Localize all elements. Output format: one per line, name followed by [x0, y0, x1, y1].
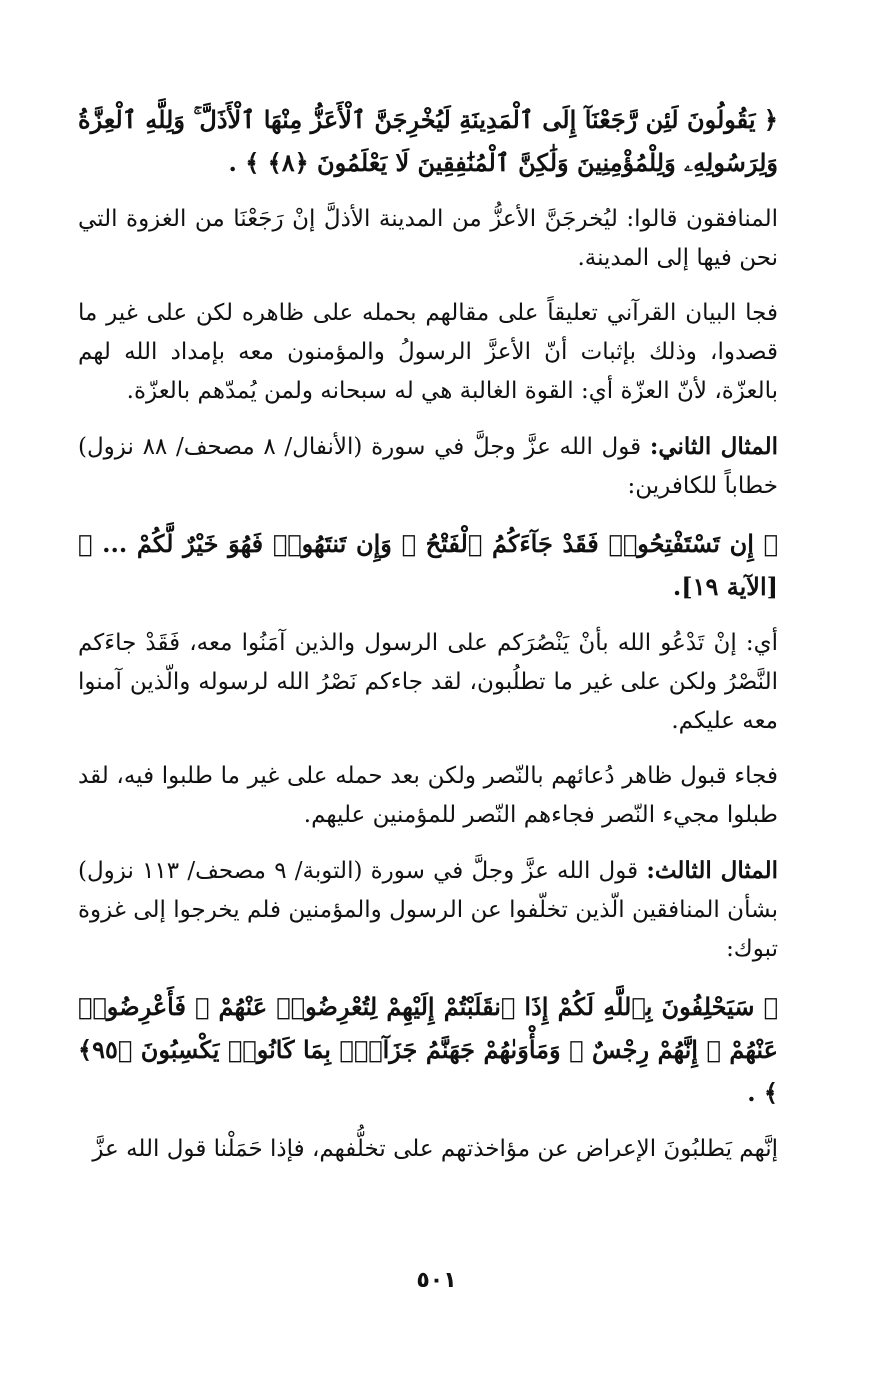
page-body [78, 98, 778, 1185]
paragraph-example-three [78, 851, 778, 969]
quran-verse: ﴿ يَقُولُونَ لَئِن رَّجَعْنَآ إِلَى ٱلْمَدِينَةِ لَيُخْرِجَنَّ ٱلْأَعَزُّ مِنْهَا ٱلْأَذَلَّ ۚ وَلِلَّهِ ٱلْعِزَّةُ وَلِرَسُولِهِۦ وَلِلْمُؤْمِنِينَ وَلَٰكِنَّ ٱلْمُنَٰفِقِينَ لَا يَعْلَمُونَ ﴿٨﴾ ﴾ . [78, 105, 778, 177]
paragraph-text: قول الله عزَّ وجلَّ في سورة (التوبة/ ٩ مصحف/ ١١٣ نزول) بشأن المنافقين الّذين تخلّفوا عن الرسول والمؤمنين فلم يخرجوا إلى غزوة تبوك: [78, 858, 778, 962]
paragraph: المنافقون قالوا: ليُخرجَنَّ الأعزُّ من المدينة الأذلَّ إنْ رَجَعْنَا من الغزوة التي نحن فيها إلى المدينة. [78, 206, 778, 271]
quran-verse: ﴿ سَيَحْلِفُونَ بِٱللَّهِ لَكُمْ إِذَا ٱنقَلَبْتُمْ إِلَيْهِمْ لِتُعْرِضُوا۟ عَنْهُمْ ۖ فَأَعْرِضُوا۟ عَنْهُمْ ۖ إِنَّهُمْ رِجْسٌ ۖ وَمَأْوَىٰهُمْ جَهَنَّمُ جَزَآءًۢ بِمَا كَانُوا۟ يَكْسِبُونَ ﴿٩٥﴾ ﴾ . [78, 992, 778, 1107]
paragraph: فجاء قبول ظاهر دُعائهم بالنّصر ولكن بعد حمله على غير ما طلبوا فيه، لقد طبلوا مجيء النّصر فجاءهم النّصر للمؤمنين عليهم. [78, 763, 778, 828]
paragraph: إنَّهم يَطلبُونَ الإعراض عن مؤاخذتهم على تخلُّفهم، فإذا حَمَلْنا قول الله عزَّ [92, 1136, 778, 1162]
paragraph: أي: إنْ تَدْعُو الله بأنْ يَنْصُرَكم على الرسول والذين آمَنُوا معه، فَقَدْ جاءَكم النَّصْرُ ولكن على غير ما تطلُبون، لقد جاءكم نَصْرُ الله لرسوله والّذين آمنوا معه عليكم. [78, 630, 778, 734]
example-heading: المثال الثاني: [649, 433, 778, 460]
paragraph: فجا البيان القرآني تعليقاً على مقالهم بحمله على ظاهره لكن على غير ما قصدوا، وذلك بإثبات أنّ الأعزَّ الرسولُ والمؤمنون معه بإمداد الله لهم بالعزّة، لأنّ العزّة أي: القوة الغالبة هي له سبحانه ولمن يُمدّهم بالعزّة. [78, 300, 778, 404]
example-heading: المثال الثالث: [646, 857, 778, 884]
paragraph-text: قول الله عزَّ وجلَّ في سورة (الأنفال/ ٨ مصحف/ ٨٨ نزول) خطاباً للكافرين: [78, 434, 778, 499]
paragraph-example-two [78, 427, 778, 506]
quran-verse: ﴿ إِن تَسْتَفْتِحُوا۟ فَقَدْ جَآءَكُمُ ٱلْفَتْحُ ۖ وَإِن تَنتَهُوا۟ فَهُوَ خَيْرٌ لَّكُمْ ... ﴾ [الآية ١٩]. [78, 529, 778, 601]
page-number: ٥٠١ [416, 1268, 457, 1293]
